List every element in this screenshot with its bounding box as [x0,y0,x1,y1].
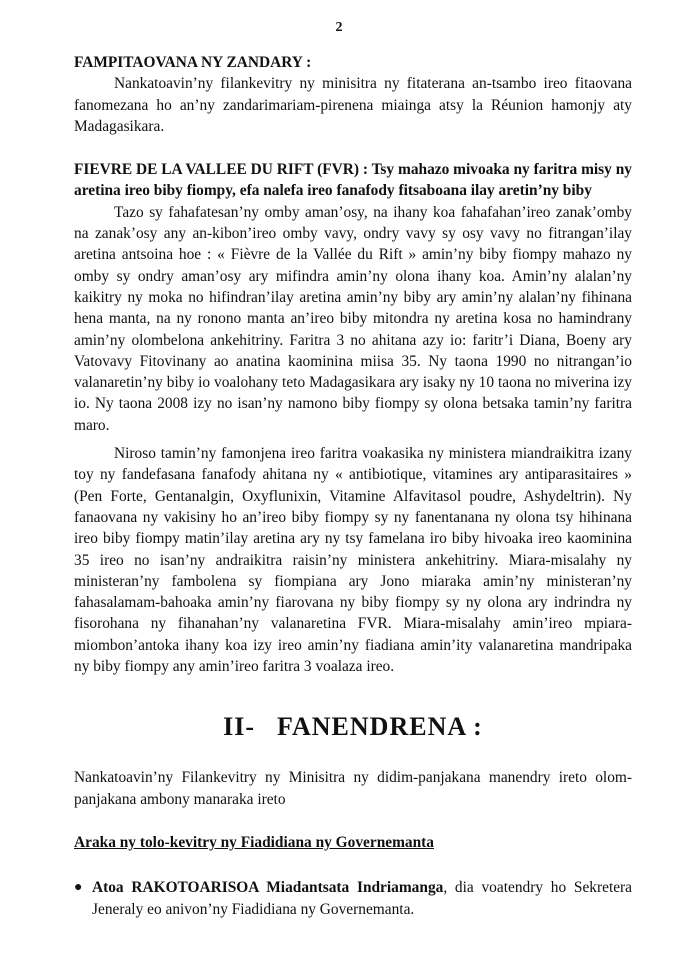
appointment-list [74,877,632,920]
page-number: 2 [335,20,343,35]
fanendrena-title [74,711,632,743]
fievre-paragraph-2: Niroso tamin’ny famonjena ireo faritra voakasika ny ministera miandraikitra izany toy ny fandefasana fanafody ahitana ny « antibiotique, vitamines ary antiparasitaires » (Pen Forte, Gentanalgin, Oxyflunixin, Vitamine Alfavitasol poudre, Ashydeltrin). Ny fanaovana ny vakisiny ho an’ireo biby fiompy sy ny fanentanana ny olona tsy hihinana ireo biby fiompy matin’ilay aretina ary ny tsy famelana iro biby hivoaka ireo kaominina 35 ireo no isan’ny andraikitra raisin’ny ministera ankehitriny. Miara-misalahy ny ministeran’ny fambolena sy fiompiana ary Jono miaraka amin’ny ministeran’ny fahasalamam-bahoaka amin’ny fiarovana ny biby fiompy sy ny olona ary indrindra ny fisorohana ny fihanahan’ny valanaretina FVR. Miara-misalahy amin’ireo mpiara-miombon’antoka ihany koa izy ireo amin’ny fiadiana amin’ity valanaretina mandripaka ny biby fiompy any amin’ireo faritra 3 voalaza ireo. [74,445,632,676]
fampitaovana-heading: FAMPITAOVANA NY ZANDARY : [74,54,312,71]
fievre-paragraph-1: Tazo sy fahafatesan’ny omby aman’osy, na ihany koa fahafahan’ireo zanak’omby na zanak’osy any an-kibon’ireo omby vavy, ondry vavy sy osy vavy no fitrangan’ilay aretina antsoina hoe : « Fièvre de la Vallée du Rift » amin’ny biby fiompy mahazo ny omby sy ondry aman’osy ary mifindra amin’ny olona ihany koa. Amin’ny alalan’ny kaikitry ny moka no hifindran’ilay aretina amin’ny biby ary amin’ny alalan’ny fihinana hena manta, na ny ronono manta an’ireo biby mitondra ny aretina kosa no hamindrany amin’ny olombelona ankehitriny. Faritra 3 no ahitana azy io: faritr’i Diana, Boeny ary Vatovavy Fitovinany ao anatina kaominina miisa 35. Ny taona 1990 no nitrangan’io valanaretin’ny biby io voalohany teto Madagasikara ary isaky ny 10 taona no miverina izy io. Ny taona 2008 izy no isan’ny namono biby fiompy sy olona betsaka tamin’ny faritra maro. [74,203,632,434]
bullet-icon: ● [74,880,83,896]
fanendrena-subheading: Araka ny tolo-kevitry ny Fiadidiana ny Governemanta [74,833,434,851]
fievre-heading: FIEVRE DE LA VALLEE DU RIFT (FVR) : Tsy mahazo mivoaka ny faritra misy ny aretina ireo biby fiompy, efa nalefa ireo fanafody fitsaboana ilay aretin’ny biby [74,161,632,200]
appointee-name: Atoa RAKOTOARISOA Miadantsata Indriamanga [92,879,444,897]
section-title-text: FANENDRENA : [277,712,483,742]
appointment-text: , dia voatendry ho Sekretera Jeneraly eo anivon’ny Fiadidiana ny Governemanta. [92,879,633,918]
spacer [74,137,632,159]
document-body [74,52,632,920]
spacer [74,436,632,443]
list-item [74,877,633,920]
fampitaovana-paragraph: Nankatoavin’ny filankevitry ny minisitra ny fitaterana an-tsambo ireo fitaovana fanomezana ho an’ny zandarimariam-pirenena miainga atsy la Réunion hamonjy aty Madagasikara. [74,75,632,135]
section-number: II- [223,712,256,742]
fanendrena-intro: Nankatoavin’ny Filankevitry ny Minisitra ny didim-panjakana manendry ireto olom-panjakana ambony manaraka ireto [74,769,632,808]
